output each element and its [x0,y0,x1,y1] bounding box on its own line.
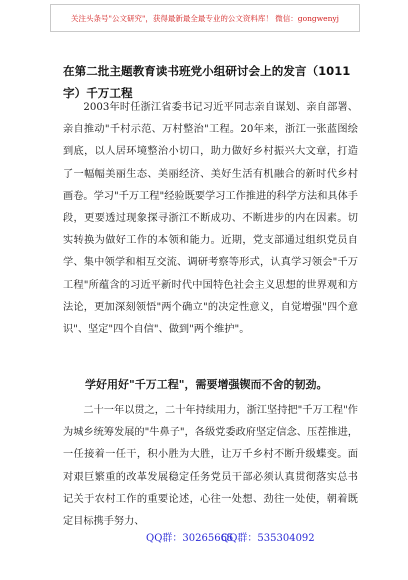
paragraph-2: 二十一年以贯之，二十年持续用力，浙江坚持把"千万工程"作为城乡统筹发展的"牛鼻子"，各级党委政府坚定信念、压茬推进，一任接着一任干，积小胜为大胜，让万千乡村不断升级蝶变。面对艰巨繁重的改革发展稳定任务党员干部必须认真贯彻落实总书记关于农村工作的重要论述，心往一处想、劲往一处使，朝着既定目标携手努力、 [63,405,358,528]
header-banner: 关注头条号"公文研究"，获得最新最全最专业的公文资料库！ 微信：gongwenyj [50,4,360,32]
footer-qq-group-2: QQ群：535304092 [221,533,315,544]
section-subheading: 学好用好"千万工程"，需要增强锲而不舍的韧劲。 [85,378,328,391]
paragraph-1: 2003年时任浙江省委书记习近平同志亲自谋划、亲自部署、亲自推动"千村示范、万村整治"工程。20年来，浙江一张蓝图绘到底，以人居环境整治小切口，助力做好乡村振兴大文章，打造了一幅幅美丽生态、美丽经济、美好生活有机融合的新时代乡村画卷。学习"千万工程"经验既要学习工作推进的科学方法和具体手段，更要透过现象探寻浙江不断成功、不断进步的内在因素。切实转换为做好工作的本领和能力。近期，党支部通过组织党员自学、集中领学和相互交流、调研考察等形式，认真学习领会"千万工程"所蕴含的习近平新时代中国特色社会主义思想的世界观和方法论，更加深刻领悟"两个确立"的决定性意义，自觉增强"四个意识"、坚定"四个自信"、做到"两个维护"。 [63,102,358,336]
document-title: 在第二批主题教育读书班党小组研讨会上的发言（1011字）千万工程 [63,64,351,100]
document-body-2 [63,400,358,533]
footer-qq-group-1: QQ群：30265665 [146,533,234,544]
document-body [63,97,358,341]
